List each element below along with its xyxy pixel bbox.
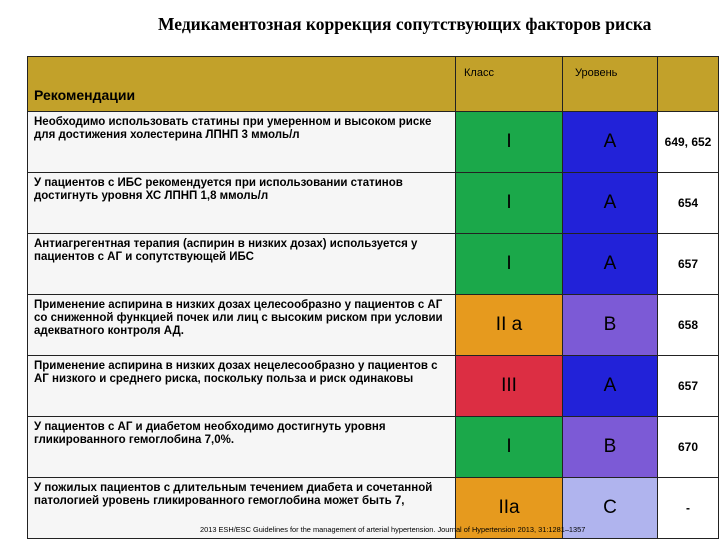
level-cell: C <box>563 478 658 539</box>
recommendations-table <box>27 56 719 539</box>
level-cell: A <box>563 112 658 173</box>
table-row <box>28 112 719 173</box>
level-cell: B <box>563 417 658 478</box>
recommendation-text: У пациентов с АГ и диабетом необходимо достигнуть уровня гликированного гемоглобина 7,0%. <box>28 417 456 478</box>
reference-cell: 654 <box>658 173 719 234</box>
header-level: Уровень <box>563 57 658 112</box>
recommendation-text: Применение аспирина в низких дозах нецелесообразно у пациентов с АГ низкого и среднего риска, поскольку польза и риск одинаковы <box>28 356 456 417</box>
level-cell: A <box>563 173 658 234</box>
recommendation-text: У пожилых пациентов с длительным течением диабета и сочетанной патологией уровень гликированного гемоглобина может быть 7, <box>28 478 456 539</box>
class-cell: I <box>456 173 563 234</box>
reference-cell: 657 <box>658 356 719 417</box>
header-recommendations: Рекомендации <box>28 57 456 112</box>
reference-cell: - <box>658 478 719 539</box>
table-row <box>28 295 719 356</box>
reference-cell: 657 <box>658 234 719 295</box>
class-cell: II a <box>456 295 563 356</box>
table-row <box>28 173 719 234</box>
class-cell: I <box>456 112 563 173</box>
class-cell: III <box>456 356 563 417</box>
slide-title: Медикаментозная коррекция сопутствующих факторов риска <box>158 14 652 34</box>
header-class: Класс <box>456 57 563 112</box>
class-cell: IIa <box>456 478 563 539</box>
recommendation-text: Применение аспирина в низких дозах целесообразно у пациентов с АГ со сниженной функцией почек или лиц с высоким риском при условии адекватного контроля АД. <box>28 295 456 356</box>
level-cell: A <box>563 234 658 295</box>
reference-cell: 649, 652 <box>658 112 719 173</box>
citation-footer: 2013 ESH/ESC Guidelines for the management of arterial hypertension. Journal of Hypertension 2013, 31:1281–1357 <box>200 525 586 534</box>
table-header-row <box>28 57 719 112</box>
table-row <box>28 417 719 478</box>
reference-cell: 658 <box>658 295 719 356</box>
recommendation-text: У пациентов с ИБС рекомендуется при использовании статинов достигнуть уровня ХС ЛПНП 1,8 ммоль/л <box>28 173 456 234</box>
table-row <box>28 234 719 295</box>
reference-cell: 670 <box>658 417 719 478</box>
table-row <box>28 356 719 417</box>
class-cell: I <box>456 234 563 295</box>
level-cell: A <box>563 356 658 417</box>
recommendation-text: Необходимо использовать статины при умеренном и высоком риске для достижения холестерина ЛПНП 3 ммоль/л <box>28 112 456 173</box>
recommendation-text: Антиагрегентная терапия (аспирин в низких дозах) используется у пациентов с АГ и сопутствующей ИБС <box>28 234 456 295</box>
level-cell: B <box>563 295 658 356</box>
header-ref <box>658 57 719 112</box>
class-cell: I <box>456 417 563 478</box>
